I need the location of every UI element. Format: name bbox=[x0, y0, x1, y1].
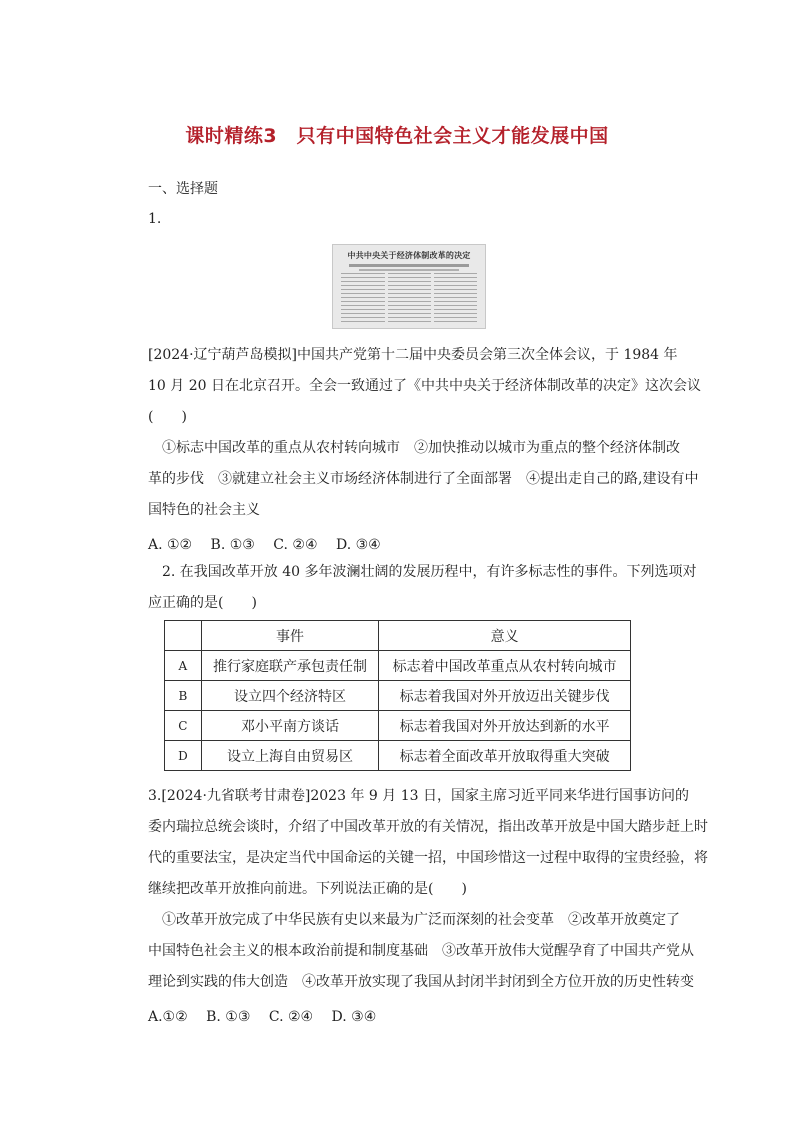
question-3-options: A.①② B. ①③ C. ②④ D. ③④ bbox=[148, 1009, 377, 1025]
text-line: 2. 在我国改革开放 40 多年波澜壮阔的发展历程中，有许多标志性的事件。下列选项对 bbox=[148, 564, 697, 580]
text-line: 应正确的是( ) bbox=[148, 595, 257, 611]
newspaper-body-text bbox=[341, 273, 477, 322]
table-row bbox=[165, 651, 631, 681]
text-line: 理论到实践的伟大创造 ④改革开放实现了我国从封闭半封闭到全方位开放的历史性转变 bbox=[148, 974, 694, 990]
text-line: 中国特色社会主义的根本政治前提和制度基础 ③改革开放伟大觉醒孕育了中国共产党从 bbox=[148, 943, 694, 959]
meaning-cell: 标志着全面改革开放取得重大突破 bbox=[379, 741, 631, 771]
table-row bbox=[165, 711, 631, 741]
text-line: [2024·辽宁葫芦岛模拟]中国共产党第十二届中央委员会第三次全体会议，于 1984 年 bbox=[148, 347, 678, 363]
meaning-cell: 标志着我国对外开放迈出关键步伐 bbox=[379, 681, 631, 711]
event-cell: 设立四个经济特区 bbox=[201, 681, 378, 711]
table-header-cell: 意义 bbox=[379, 621, 631, 651]
event-cell: 邓小平南方谈话 bbox=[201, 711, 378, 741]
meaning-cell: 标志着我国对外开放达到新的水平 bbox=[379, 711, 631, 741]
text-line: 革的步伐 ③就建立社会主义市场经济体制进行了全面部署 ④提出走自己的路,建设有中 bbox=[148, 471, 699, 487]
newspaper-column-gap bbox=[431, 273, 434, 322]
newspaper-subline bbox=[349, 264, 469, 267]
meaning-cell: 标志着中国改革重点从农村转向城市 bbox=[379, 651, 631, 681]
question-1-text bbox=[148, 340, 701, 526]
option-letter: D bbox=[165, 741, 202, 771]
event-cell: 设立上海自由贸易区 bbox=[201, 741, 378, 771]
section-heading: 一、选择题 bbox=[148, 181, 218, 197]
text-line: 3.[2024·九省联考甘肃卷]2023 年 9 月 13 日，国家主席习近平同来华进行国事访问的 bbox=[148, 788, 689, 804]
table-row bbox=[165, 741, 631, 771]
question-3-text bbox=[148, 781, 708, 998]
table-header-row bbox=[165, 621, 631, 651]
text-line: ①标志中国改革的重点从农村转向城市 ②加快推动以城市为重点的整个经济体制改 bbox=[148, 440, 680, 456]
table-header-cell: 事件 bbox=[201, 621, 378, 651]
event-cell: 推行家庭联产承包责任制 bbox=[201, 651, 378, 681]
text-line: 委内瑞拉总统会谈时，介绍了中国改革开放的有关情况，指出改革开放是中国大踏步赶上时 bbox=[148, 819, 708, 835]
table-row bbox=[165, 681, 631, 711]
newspaper-headline: 中共中央关于经济体制改革的决定 bbox=[347, 250, 471, 260]
question-1-number: 1. bbox=[148, 211, 162, 227]
text-line: 代的重要法宝，是决定当代中国命运的关键一招，中国珍惜这一过程中取得的宝贵经验，将 bbox=[148, 850, 708, 866]
table-header-cell bbox=[165, 621, 202, 651]
option-letter: A bbox=[165, 651, 202, 681]
question-1-options: A. ①② B. ①③ C. ②④ D. ③④ bbox=[148, 537, 381, 553]
text-line: 国特色的社会主义 bbox=[148, 502, 260, 518]
text-line: ( ) bbox=[148, 409, 187, 425]
option-letter: C bbox=[165, 711, 202, 741]
newspaper-column-gap bbox=[385, 273, 388, 322]
text-line: ①改革开放完成了中华民族有史以来最为广泛而深刻的社会变革 ②改革开放奠定了 bbox=[148, 912, 680, 928]
events-table bbox=[164, 620, 631, 771]
newspaper-clipping-image bbox=[332, 244, 486, 329]
text-line: 10 月 20 日在北京召开。全会一致通过了《中共中央关于经济体制改革的决定》这次会议 bbox=[148, 378, 701, 394]
text-line: 继续把改革开放推向前进。下列说法正确的是( ) bbox=[148, 881, 467, 897]
option-letter: B bbox=[165, 681, 202, 711]
page-title: 课时精练3 只有中国特色社会主义才能发展中国 bbox=[185, 125, 609, 147]
question-2-text bbox=[148, 557, 697, 619]
newspaper-subline bbox=[359, 269, 459, 271]
